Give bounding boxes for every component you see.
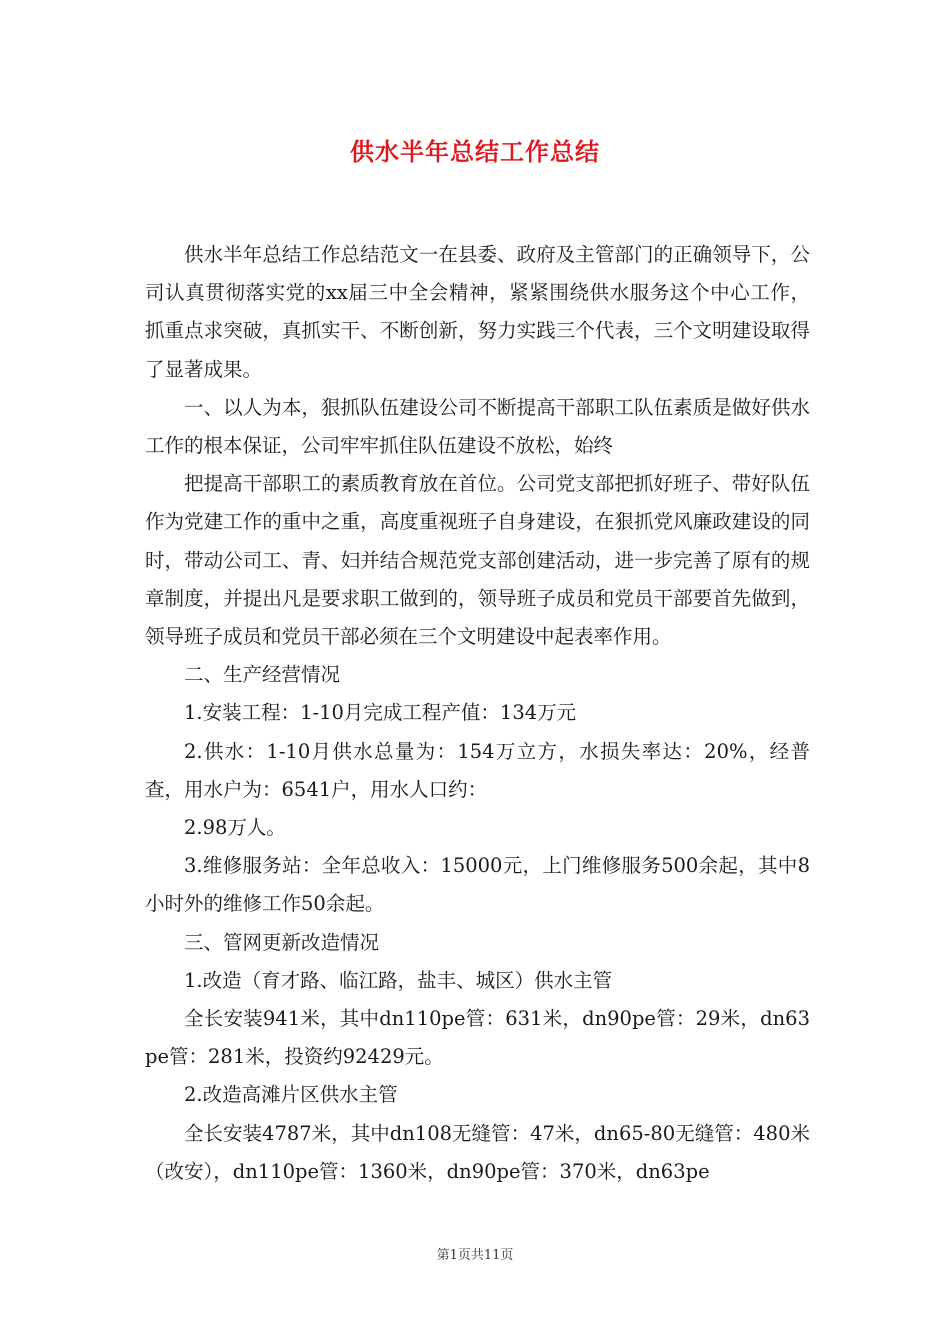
paragraph: 全长安装941米，其中dn110pe管：631米，dn90pe管：29米，dn63pe管：281米，投资约92429元。: [145, 1007, 810, 1069]
paragraph: 2.改造高滩片区供水主管: [184, 1083, 398, 1107]
paragraph: 2.98万人。: [184, 816, 286, 840]
section-heading: 三、管网更新改造情况: [184, 930, 380, 954]
paragraph: 一、以人为本，狠抓队伍建设公司不断提高干部职工队伍素质是做好供水工作的根本保证，公司牢牢抓住队伍建设不放松，始终: [145, 395, 810, 458]
paragraph: 全长安装4787米，其中dn108无缝管：47米，dn65-80无缝管：480米（改安），dn110pe管：1360米，dn90pe管：370米，dn63pe: [145, 1121, 810, 1183]
document-body: [145, 236, 810, 1191]
section-heading: 二、生产经营情况: [184, 663, 341, 687]
paragraph: 1.安装工程：1-10月完成工程产值：134万元: [184, 701, 577, 725]
paragraph: 把提高干部职工的素质教育放在首位。公司党支部把抓好班子、带好队伍作为党建工作的重中之重，高度重视班子自身建设，在狠抓党风廉政建设的同时，带动公司工、青、妇并结合规范党支部创建活动，进一步完善了原有的规章制度，并提出凡是要求职工做到的，领导班子成员和党员干部要首先做到，领导班子成员和党员干部必须在三个文明建设中起表率作用。: [145, 472, 810, 649]
document-title: 供水半年总结工作总结: [350, 137, 600, 166]
paragraph: 供水半年总结工作总结范文一在县委、政府及主管部门的正确领导下，公司认真贯彻落实党的xx届三中全会精神，紧紧围绕供水服务这个中心工作，抓重点求突破，真抓实干、不断创新，努力实践三个代表，三个文明建设取得了显著成果。: [145, 243, 810, 381]
paragraph: 1.改造（育才路、临江路，盐丰、城区）供水主管: [184, 968, 613, 992]
paragraph: 2.供水：1-10月供水总量为：154万立方，水损失率达：20%，经普查，用水户为：6541户，用水人口约：: [145, 739, 810, 801]
paragraph: 3.维修服务站：全年总收入：15000元，上门维修服务500余起，其中8小时外的维修工作50余起。: [145, 854, 810, 916]
page-number: 第1页共11页: [436, 1248, 514, 1263]
